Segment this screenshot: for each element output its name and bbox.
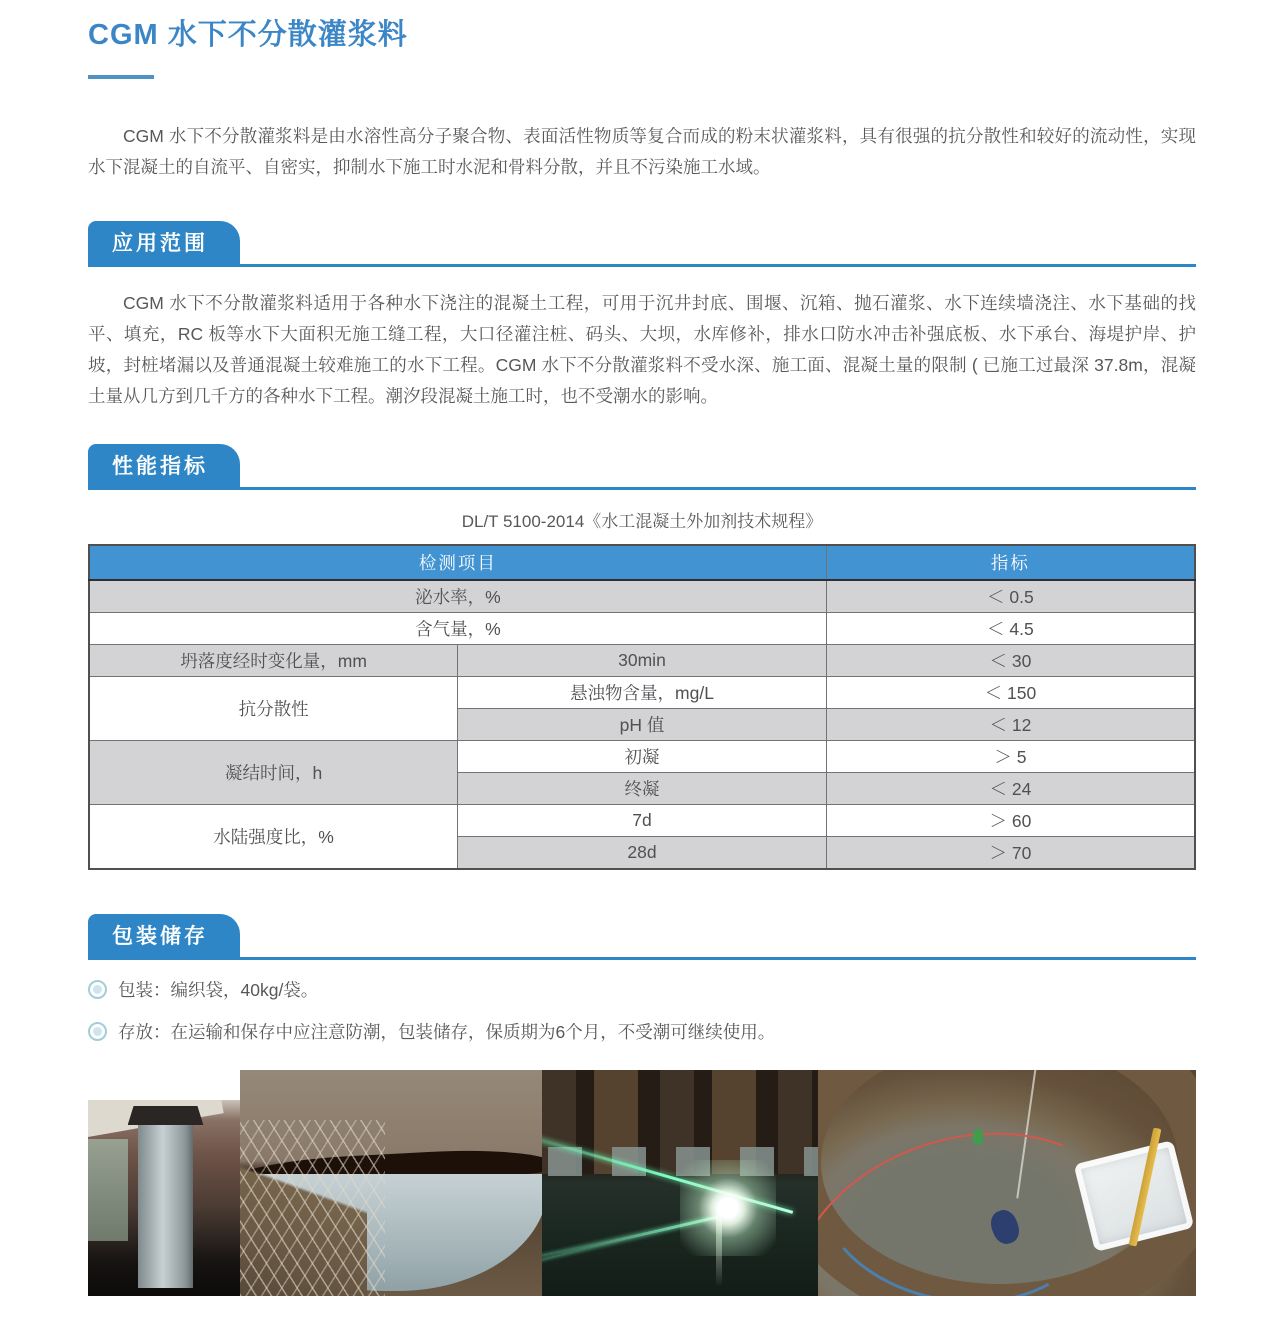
photo-detail bbox=[240, 1120, 385, 1296]
bullet-text: 包装：编织袋，40kg/袋。 bbox=[118, 980, 319, 1000]
table-cell-item: 泌水率，% bbox=[89, 580, 826, 613]
table-row bbox=[89, 741, 1195, 773]
performance-section-header bbox=[88, 444, 1196, 490]
table-cell-sub: 终凝 bbox=[458, 773, 827, 805]
table-cell-value: ＜ 4.5 bbox=[826, 613, 1195, 645]
table-row bbox=[89, 677, 1195, 709]
photo-underwater-night-laser bbox=[542, 1070, 818, 1296]
table-header-row bbox=[89, 545, 1195, 580]
photo-detail bbox=[680, 1160, 776, 1256]
application-section-badge: 应用范围 bbox=[88, 221, 240, 264]
table-cell-value: ＜ 0.5 bbox=[826, 580, 1195, 613]
packaging-section-badge: 包装储存 bbox=[88, 914, 240, 957]
photo-detail bbox=[973, 1129, 983, 1145]
table-cell-value: ＜ 12 bbox=[826, 709, 1195, 741]
table-cell-value: ＜ 24 bbox=[826, 773, 1195, 805]
table-cell-item: 坍落度经时变化量，mm bbox=[89, 645, 458, 677]
performance-table bbox=[88, 544, 1196, 870]
title-underline bbox=[88, 75, 154, 79]
photo-detail bbox=[88, 1139, 128, 1241]
table-row bbox=[89, 645, 1195, 677]
construction-photo-strip bbox=[88, 1070, 1196, 1296]
table-cell-sub: pH 值 bbox=[458, 709, 827, 741]
table-cell-sub: 30min bbox=[458, 645, 827, 677]
photo-detail bbox=[128, 1106, 204, 1126]
packaging-bullet-item bbox=[88, 977, 1196, 1002]
photo-detail bbox=[138, 1118, 193, 1289]
table-cell-value: ＞ 70 bbox=[826, 837, 1195, 870]
table-cell-sub: 7d bbox=[458, 805, 827, 837]
table-row bbox=[89, 580, 1195, 613]
table-cell-item: 凝结时间，h bbox=[89, 741, 458, 805]
intro-paragraph: CGM 水下不分散灌浆料是由水溶性高分子聚合物、表面活性物质等复合而成的粉末状灌浆料，具有很强的抗分散性和较好的流动性，实现水下混凝土的自流平、自密实，抑制水下施工时水泥和骨料分散，并且不污染施工水域。 bbox=[88, 126, 1196, 177]
table-row bbox=[89, 613, 1195, 645]
photo-pier-repair-collar bbox=[240, 1070, 542, 1296]
application-paragraph: CGM 水下不分散灌浆料适用于各种水下浇注的混凝土工程，可用于沉井封底、围堰、沉箱、抛石灌浆、水下连续墙浇注、水下基础的找平、填充，RC 板等水下大面积无施工缝工程，大口径灌注桩、码头、大坝，水库修补，排水口防水冲击补强底板、水下承台、海堤护岸、护坡，封桩堵漏以及普通混凝土较难施工的水下工程。CGM 水下不分散灌浆料不受水深、施工面、混凝土量的限制 ( 已施工过最深 37.8m，混凝土量从几方到几千方的各种水下工程。潮汐段混凝土施工时，也不受潮水的影响。 bbox=[88, 293, 1196, 406]
performance-section-badge: 性能指标 bbox=[88, 444, 240, 487]
page-title: CGM 水下不分散灌浆料 bbox=[88, 19, 408, 51]
photo-steel-pipe-pile bbox=[88, 1100, 240, 1296]
standard-reference: DL/T 5100-2014《水工混凝土外加剂技术规程》 bbox=[461, 512, 823, 531]
ring-bullet-icon bbox=[88, 980, 107, 999]
table-cell-item: 含气量，% bbox=[89, 613, 826, 645]
table-cell-sub: 28d bbox=[458, 837, 827, 870]
photo-caisson-mud-cables bbox=[818, 1070, 1196, 1296]
table-cell-sub: 初凝 bbox=[458, 741, 827, 773]
table-header-item: 检测项目 bbox=[89, 545, 826, 580]
application-section-header bbox=[88, 221, 1196, 267]
storage-bullet-item bbox=[88, 1019, 1196, 1044]
table-cell-sub: 悬浊物含量，mg/L bbox=[458, 677, 827, 709]
table-cell-item: 抗分散性 bbox=[89, 677, 458, 741]
table-cell-value: ＞ 60 bbox=[826, 805, 1195, 837]
table-cell-value: ＜ 30 bbox=[826, 645, 1195, 677]
packaging-section-header bbox=[88, 914, 1196, 960]
product-datasheet-page bbox=[88, 0, 1196, 1296]
table-cell-value: ＜ 150 bbox=[826, 677, 1195, 709]
table-row bbox=[89, 805, 1195, 837]
table-cell-value: ＞ 5 bbox=[826, 741, 1195, 773]
bullet-text: 存放：在运输和保存中应注意防潮，包装储存，保质期为6个月，不受潮可继续使用。 bbox=[118, 1022, 776, 1042]
table-header-index: 指标 bbox=[826, 545, 1195, 580]
ring-bullet-icon bbox=[88, 1022, 107, 1041]
table-cell-item: 水陆强度比，% bbox=[89, 805, 458, 870]
